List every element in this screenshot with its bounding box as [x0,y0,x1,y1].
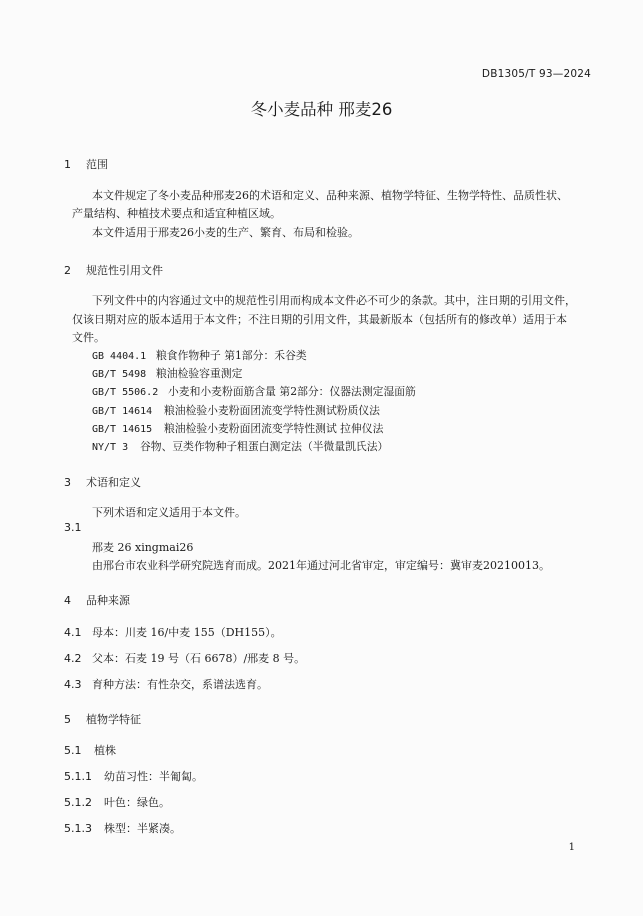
section-title: 范围 [86,158,108,171]
reference-code: GB/T 5506.2 [92,387,159,398]
clause-text: 株型：半紧凑。 [104,822,181,835]
clause-number: 4.1 [64,626,82,639]
subsection-number: 5.1 [64,744,82,757]
clause-number: 4.2 [64,652,82,665]
paragraph-line: 本文件规定了冬小麦品种邢麦26的术语和定义、品种来源、植物学特征、生物学特性、品质性状、 [92,189,568,202]
standard-code: DB1305/T 93—2024 [481,68,591,80]
reference-item [92,366,242,381]
section-5-heading [64,711,141,727]
clause-item [64,768,203,784]
clause-item [64,624,282,640]
section-number: 3 [64,476,71,489]
reference-title: 谷物、豆类作物种子粗蛋白测定法（半微量凯氏法） [140,440,389,453]
reference-item [92,348,307,363]
clause-item [64,820,181,836]
clause-number: 5.1.3 [64,822,92,835]
clause-item [64,794,170,810]
paragraph-line: 仅该日期对应的版本适用于本文件；不注日期的引用文件，其最新版本（包括所有的修改单）适用于本 [72,313,567,326]
reference-item [92,439,388,454]
section-title: 品种来源 [86,594,130,607]
clause-number: 5.1.2 [64,796,92,809]
reference-title: 粮油检验容重测定 [156,367,243,380]
subsection-title: 植株 [94,744,116,757]
clause-text: 母本：川麦 16/中麦 155（DH155）。 [92,626,282,639]
page-number: 1 [568,842,575,853]
reference-code: GB/T 14614 [92,406,153,417]
section-2-heading [64,262,163,278]
section-number: 2 [64,264,71,277]
clause-item [64,676,268,692]
reference-title: 粮食作物种子 第1部分：禾谷类 [156,349,307,362]
section-1-heading [64,156,108,172]
reference-code: GB/T 5498 [92,369,147,380]
paragraph-line: 下列术语和定义适用于本文件。 [92,506,246,519]
reference-title: 粮油检验小麦粉面团流变学特性测试粉质仪法 [164,404,380,417]
term-number: 3.1 [64,521,82,534]
reference-item [92,403,380,418]
reference-code: NY/T 3 [92,442,129,453]
section-4-heading [64,592,130,608]
clause-text: 幼苗习性：半匍匐。 [104,770,203,783]
clause-text: 父本：石麦 19 号（石 6678）/邢麦 8 号。 [92,652,306,665]
section-title: 术语和定义 [86,476,141,489]
clause-text: 育种方法：有性杂交，系谱法选育。 [92,678,268,691]
paragraph-line: 本文件适用于邢麦26小麦的生产、繁育、布局和检验。 [92,226,359,239]
section-number: 4 [64,594,71,607]
clause-item [64,650,305,666]
section-title: 规范性引用文件 [86,264,163,277]
section-number: 1 [64,158,71,171]
section-number: 5 [64,713,71,726]
reference-item [92,384,416,399]
reference-item [92,421,383,436]
paragraph-line: 文件。 [72,331,105,344]
document-title: 冬小麦品种 邢麦26 [250,100,393,119]
term-definition: 由邢台市农业科学研究院选育而成。2021年通过河北省审定，审定编号：冀审麦20210013。 [92,559,550,572]
clause-number: 5.1.1 [64,770,92,783]
reference-code: GB 4404.1 [92,351,147,362]
section-title: 植物学特征 [86,713,141,726]
clause-number: 4.3 [64,678,82,691]
paragraph-line: 下列文件中的内容通过文中的规范性引用而构成本文件必不可少的条款。其中，注日期的引用文件， [92,294,576,307]
paragraph-line: 产量结构、种植技术要点和适宜种植区域。 [72,207,281,220]
reference-code: GB/T 14615 [92,424,153,435]
subsection-heading [64,742,116,758]
term-name: 邢麦 26 xingmai26 [92,541,194,554]
reference-title: 小麦和小麦粉面筋含量 第2部分：仪器法测定湿面筋 [168,385,416,398]
section-3-heading [64,474,141,490]
reference-title: 粮油检验小麦粉面团流变学特性测试 拉伸仪法 [164,422,384,435]
clause-text: 叶色：绿色。 [104,796,170,809]
